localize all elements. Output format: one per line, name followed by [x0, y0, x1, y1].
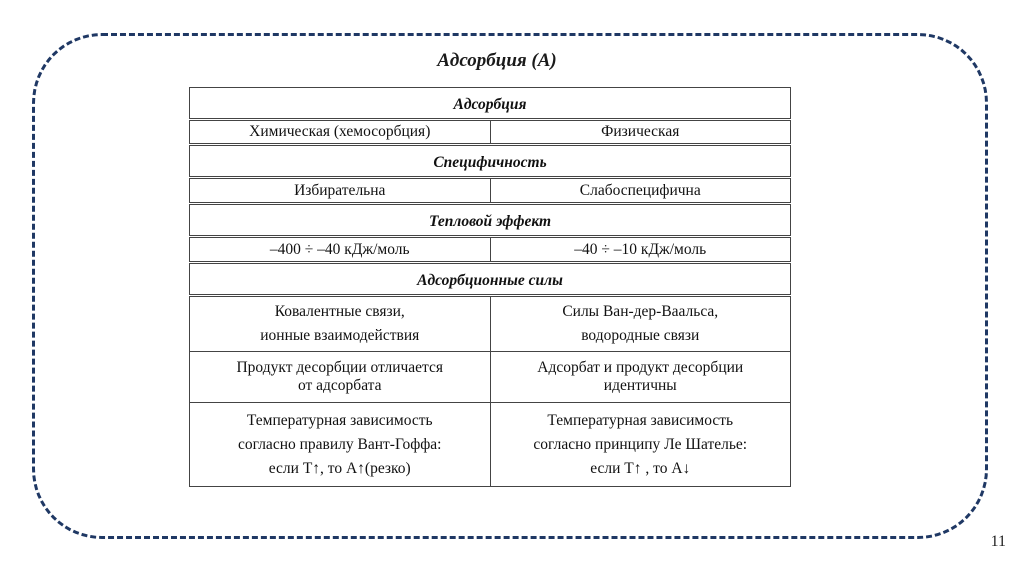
- cell-specificity-chemical: Избирательна: [190, 178, 491, 204]
- cell-line: согласно правилу Вант-Гоффа:: [238, 435, 442, 453]
- table-row: [190, 296, 791, 352]
- column-headers-row: [190, 120, 791, 145]
- table-header-row: [190, 88, 791, 120]
- cell-heat-chemical: –400 ÷ –40 кДж/моль: [190, 237, 491, 263]
- cell-line: водородные связи: [581, 327, 700, 344]
- section-heading-forces: Адсорбционные силы: [190, 263, 791, 296]
- cell-heat-physical: –40 ÷ –10 кДж/моль: [490, 237, 791, 263]
- cell-desorption-physical: [490, 352, 791, 403]
- cell-line: Адсорбат и продукт десорбции: [537, 359, 744, 376]
- section-heading-heat-effect: Тепловой эффект: [190, 204, 791, 237]
- column-header-chemical: Химическая (хемосорбция): [190, 120, 491, 145]
- cell-line: согласно принципу Ле Шателье:: [533, 435, 748, 453]
- cell-temperature-chemical: [190, 403, 491, 487]
- cell-line: если T↑, то A↑(резко): [268, 459, 411, 477]
- cell-temperature-physical: [490, 403, 791, 487]
- table-row: [190, 403, 791, 487]
- slide-title: Адсорбция (А): [437, 50, 557, 71]
- page-number: 11: [990, 533, 1006, 550]
- section-heading-row: [190, 204, 791, 237]
- cell-line: если T↑ , то A↓: [590, 459, 691, 477]
- cell-line: Продукт десорбции отличается: [236, 359, 444, 376]
- cell-forces-physical: [490, 296, 791, 352]
- cell-line: от адсорбата: [297, 377, 382, 394]
- cell-line: Ковалентные связи,: [274, 303, 405, 320]
- table-row: [190, 352, 791, 403]
- cell-specificity-physical: Слабоспецифична: [490, 178, 791, 204]
- adsorption-table: [189, 87, 791, 487]
- section-heading-specificity: Специфичность: [190, 145, 791, 178]
- cell-line: ионные взаимодействия: [260, 327, 420, 344]
- cell-desorption-chemical: [190, 352, 491, 403]
- table-header: Адсорбция: [190, 88, 791, 120]
- table-row: [190, 178, 791, 204]
- cell-line: Температурная зависимость: [246, 411, 433, 429]
- section-heading-row: [190, 263, 791, 296]
- cell-line: Температурная зависимость: [547, 411, 734, 429]
- column-header-physical: Физическая: [490, 120, 791, 145]
- cell-forces-chemical: [190, 296, 491, 352]
- cell-line: идентичны: [603, 377, 677, 394]
- section-heading-row: [190, 145, 791, 178]
- cell-line: Силы Ван-дер-Ваальса,: [562, 303, 719, 320]
- table-row: [190, 237, 791, 263]
